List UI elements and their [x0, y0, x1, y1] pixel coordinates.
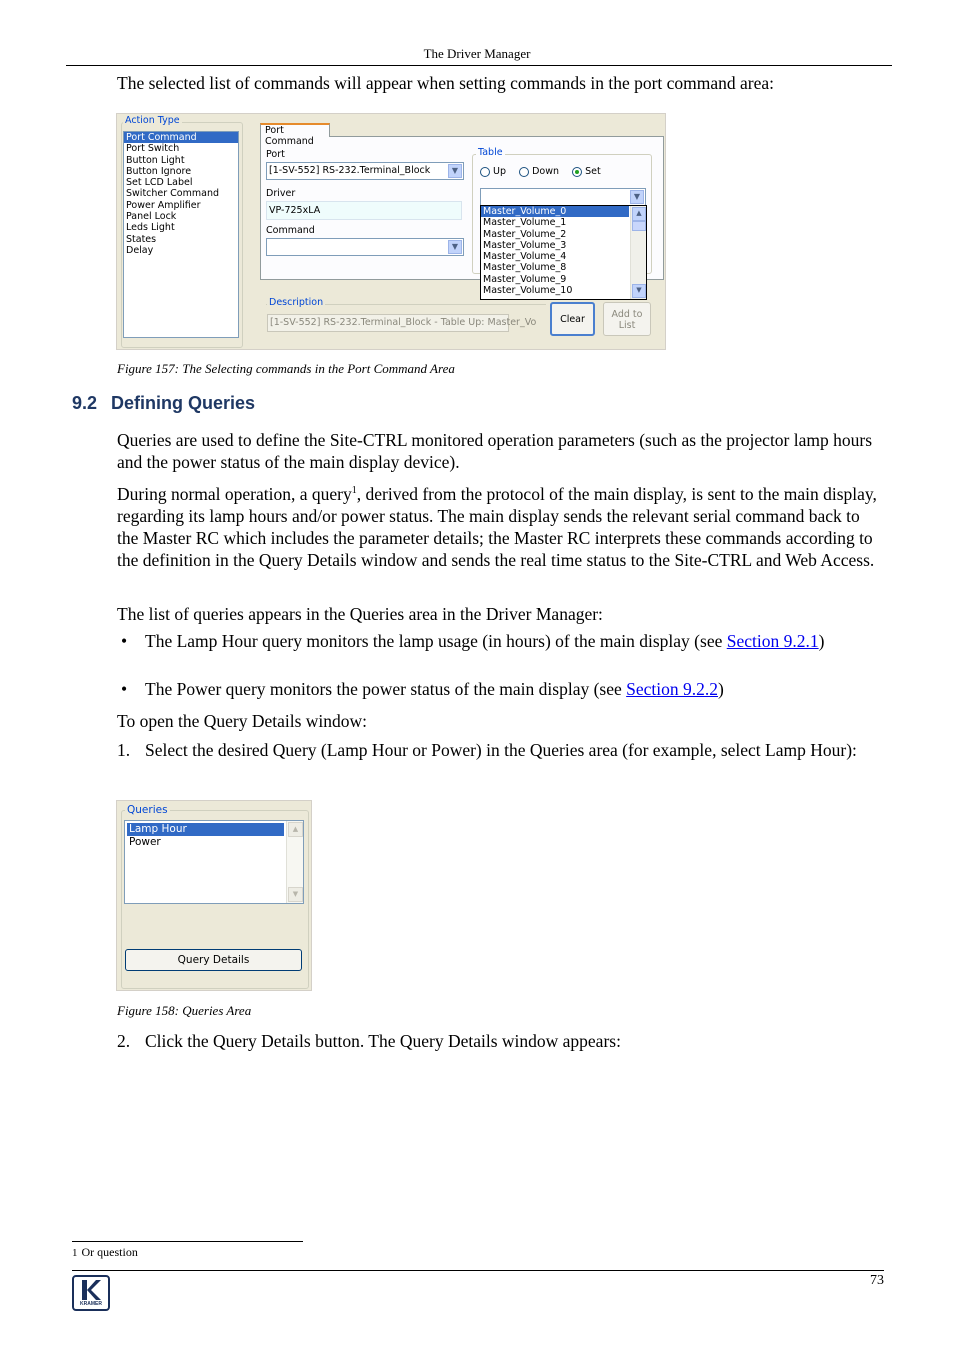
table-list-item[interactable]: Master_Volume_10	[483, 285, 573, 297]
add-to-list-label-1: Add to	[611, 309, 643, 320]
action-type-item[interactable]: Panel Lock	[126, 211, 177, 223]
port-combo[interactable]	[266, 162, 464, 180]
radio-down-label: Down	[532, 166, 559, 177]
bullet-power	[117, 678, 877, 700]
radio-set[interactable]	[572, 166, 601, 177]
driver-field[interactable]	[266, 201, 462, 220]
intro-paragraph: The selected list of commands will appear when setting commands in the port command area:	[117, 73, 775, 93]
chevron-down-icon[interactable]: ▼	[630, 190, 644, 204]
radio-up-label: Up	[493, 166, 507, 177]
radio-down[interactable]	[519, 166, 559, 177]
paragraph-1: Queries are used to define the Site-CTRL monitored operation parameters (such as the projector lamp hours and the power status of the main display device).	[117, 430, 873, 472]
table-items	[481, 206, 629, 296]
radio-up-circle[interactable]	[480, 167, 490, 177]
table-list-item[interactable]: Master_Volume_4	[483, 251, 567, 263]
action-type-item[interactable]: Set LCD Label	[126, 177, 193, 189]
table-list-item[interactable]: Master_Volume_1	[483, 217, 567, 229]
table-combo[interactable]	[480, 188, 646, 206]
add-to-list-label-2: List	[618, 320, 636, 331]
open-intro: To open the Query Details window:	[117, 711, 368, 731]
section-number: 9.2	[72, 393, 98, 413]
chevron-up-icon[interactable]: ▲	[632, 207, 646, 221]
bullet-dot: •	[121, 631, 128, 651]
kramer-logo	[72, 1275, 110, 1311]
footnote	[72, 1245, 138, 1260]
step-2-number: 2.	[117, 1031, 131, 1051]
chevron-down-icon[interactable]: ▼	[288, 887, 303, 902]
kramer-logo-text: KRAMER	[80, 1301, 102, 1307]
table-list-item[interactable]: Master_Volume_3	[483, 239, 567, 251]
description-value: [1-SV-552] RS-232.Terminal_Block - Table Up: Master_Vo	[270, 317, 537, 328]
paragraph-2-rest: , derived from the protocol of the main display, is sent to the main display, regarding its lamp hours and/or power status. The main display sends the relevant serial command back to the Master RC which includes the parameter details; the Master RC interprets these commands according to the definition in the Query Details window and sends the real time status to the Site-CTRL and Web Access.	[117, 484, 877, 570]
chevron-down-icon[interactable]: ▼	[448, 164, 462, 178]
step-1	[117, 739, 877, 783]
add-to-list-button[interactable]	[603, 302, 651, 336]
step-1-text: Select the desired Query (Lamp Hour or Power) in the Queries area (for example, select Lamp Hour):	[145, 740, 857, 760]
scroll-thumb[interactable]	[632, 221, 646, 231]
bullet-text	[145, 678, 877, 700]
running-header: The Driver Manager	[423, 46, 531, 61]
action-type-item[interactable]: Button Ignore	[126, 165, 192, 177]
paragraph-2	[117, 483, 877, 571]
table-label: Table	[478, 147, 503, 158]
radio-set-label: Set	[585, 166, 601, 177]
port-label: Port	[266, 149, 285, 160]
action-type-item[interactable]: Leds Light	[126, 222, 175, 234]
queries-items	[127, 823, 284, 849]
figure-158-caption: Figure 158: Queries Area	[117, 1003, 252, 1018]
radio-up[interactable]	[480, 166, 506, 177]
paragraph-2-start: During normal operation, a query	[117, 484, 352, 504]
header-rule	[66, 65, 892, 66]
radio-set-circle[interactable]	[572, 167, 582, 177]
bullet-lamp-hour-text: The Lamp Hour query monitors the lamp usage (in hours) of the main display (see	[145, 631, 727, 651]
step-1-number: 1.	[117, 740, 131, 760]
step-2-text: Click the Query Details button. The Query Details window appears:	[145, 1031, 621, 1051]
footnote-marker: 1	[72, 1247, 78, 1259]
driver-value: VP-725xLA	[269, 205, 321, 216]
footnote-text: Or question	[81, 1245, 138, 1259]
action-type-item[interactable]: Button Light	[126, 154, 185, 166]
driver-label: Driver	[266, 188, 296, 199]
paragraph-3: The list of queries appears in the Queries area in the Driver Manager:	[117, 604, 603, 624]
action-type-list[interactable]	[123, 131, 239, 338]
tab-port-command[interactable]: Port Command	[260, 123, 330, 137]
action-type-item[interactable]: Power Amplifier	[126, 199, 201, 211]
step-2	[117, 1030, 877, 1052]
footer-rule	[72, 1270, 884, 1271]
action-type-item[interactable]: Port Command	[124, 132, 238, 143]
table-list-item[interactable]: Master_Volume_2	[483, 228, 567, 240]
table-list-item[interactable]: Master_Volume_9	[483, 273, 567, 285]
footnote-rule	[72, 1241, 303, 1242]
radio-down-circle[interactable]	[519, 167, 529, 177]
action-type-item[interactable]: Delay	[126, 244, 154, 256]
table-list-item[interactable]: Master_Volume_0	[481, 206, 629, 217]
section-title: Defining Queries	[111, 393, 256, 413]
description-label: Description	[269, 297, 324, 308]
query-details-button[interactable]: Query Details	[125, 949, 302, 971]
chevron-down-icon[interactable]: ▼	[448, 240, 462, 254]
link-section-9-2-2[interactable]: Section 9.2.2	[626, 679, 719, 699]
command-combo[interactable]	[266, 238, 464, 256]
port-value: [1-SV-552] RS-232.Terminal_Block	[269, 165, 431, 176]
action-type-item[interactable]: Port Switch	[126, 143, 180, 155]
queries-label: Queries	[127, 804, 168, 816]
query-list-item[interactable]: Power	[129, 836, 161, 848]
bullet-close-paren: )	[818, 631, 825, 651]
table-dropdown-list[interactable]	[480, 205, 647, 300]
bullet-lamp-hour	[117, 630, 877, 674]
bullet-dot: •	[121, 679, 128, 699]
action-type-item[interactable]: States	[126, 233, 157, 245]
bullet-power-text: The Power query monitors the power status of the main display (see	[145, 679, 627, 699]
action-type-label: Action Type	[125, 115, 180, 126]
port-command-figure	[116, 113, 666, 350]
clear-button[interactable]: Clear	[550, 302, 595, 336]
chevron-up-icon[interactable]: ▲	[288, 822, 303, 837]
queries-scrollbar[interactable]	[286, 821, 303, 903]
chevron-down-icon[interactable]: ▼	[632, 284, 646, 298]
query-list-item[interactable]: Lamp Hour	[127, 823, 284, 836]
page-number: 73	[870, 1273, 884, 1288]
queries-list[interactable]	[124, 820, 304, 904]
section-heading	[72, 393, 255, 414]
queries-figure	[116, 800, 312, 991]
description-field[interactable]	[267, 314, 537, 332]
table-scrollbar[interactable]	[630, 206, 646, 299]
footnote-reference[interactable]: 1	[351, 485, 357, 497]
action-type-item[interactable]: Switcher Command	[126, 188, 220, 200]
table-radio-group	[480, 166, 601, 177]
table-list-item[interactable]: Master_Volume_8	[483, 262, 567, 274]
bullet-text	[145, 630, 877, 652]
figure-157-caption: Figure 157: The Selecting commands in the Port Command Area	[117, 361, 455, 376]
link-section-9-2-1[interactable]: Section 9.2.1	[726, 631, 819, 651]
command-label: Command	[266, 225, 315, 236]
bullet-close-paren: )	[718, 679, 724, 699]
